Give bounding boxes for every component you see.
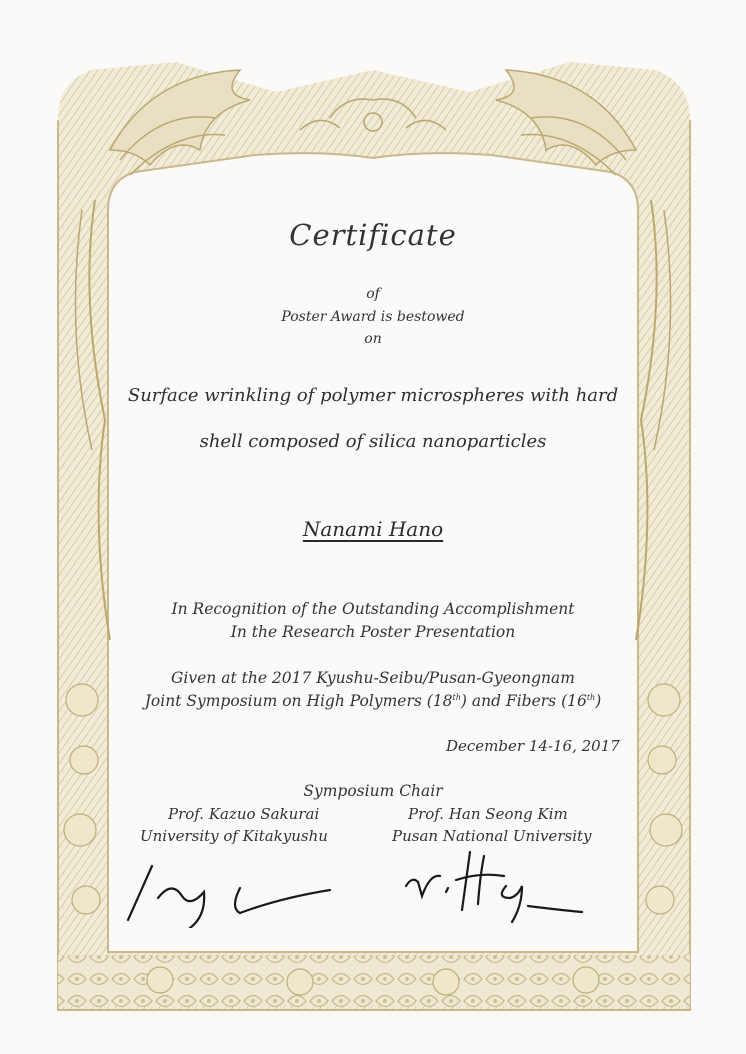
award-line: Poster Award is bestowed [281,309,465,325]
of-line: of [366,286,380,302]
signatory-1-name: Prof. Kazuo Sakurai [168,805,320,823]
work-title-line-2: shell composed of silica nanoparticles [199,431,547,452]
chair-heading: Symposium Chair [303,782,443,800]
signatory-2-affiliation: Pusan National University [392,827,592,845]
given-line-2: Joint Symposium on High Polymers (18th) and Fibers (16th) [144,692,602,710]
recognition-line-2: In the Research Poster Presentation [230,623,516,641]
award-date: December 14-16, 2017 [446,737,620,755]
recognition-line-1: In Recognition of the Outstanding Accomplishment [171,600,575,618]
signature-1 [120,858,340,928]
work-title-line-1: Surface wrinkling of polymer microspheres with hard [127,385,619,406]
recipient-name: Nanami Hano [302,517,444,541]
signatory-1-affiliation: University of Kitakyushu [140,827,328,845]
signature-2 [400,846,590,926]
certificate-title: Certificate [289,218,457,252]
signatory-2-name: Prof. Han Seong Kim [408,805,568,823]
given-line-1: Given at the 2017 Kyushu-Seibu/Pusan-Gyeongnam [171,669,575,687]
on-line: on [364,331,382,347]
